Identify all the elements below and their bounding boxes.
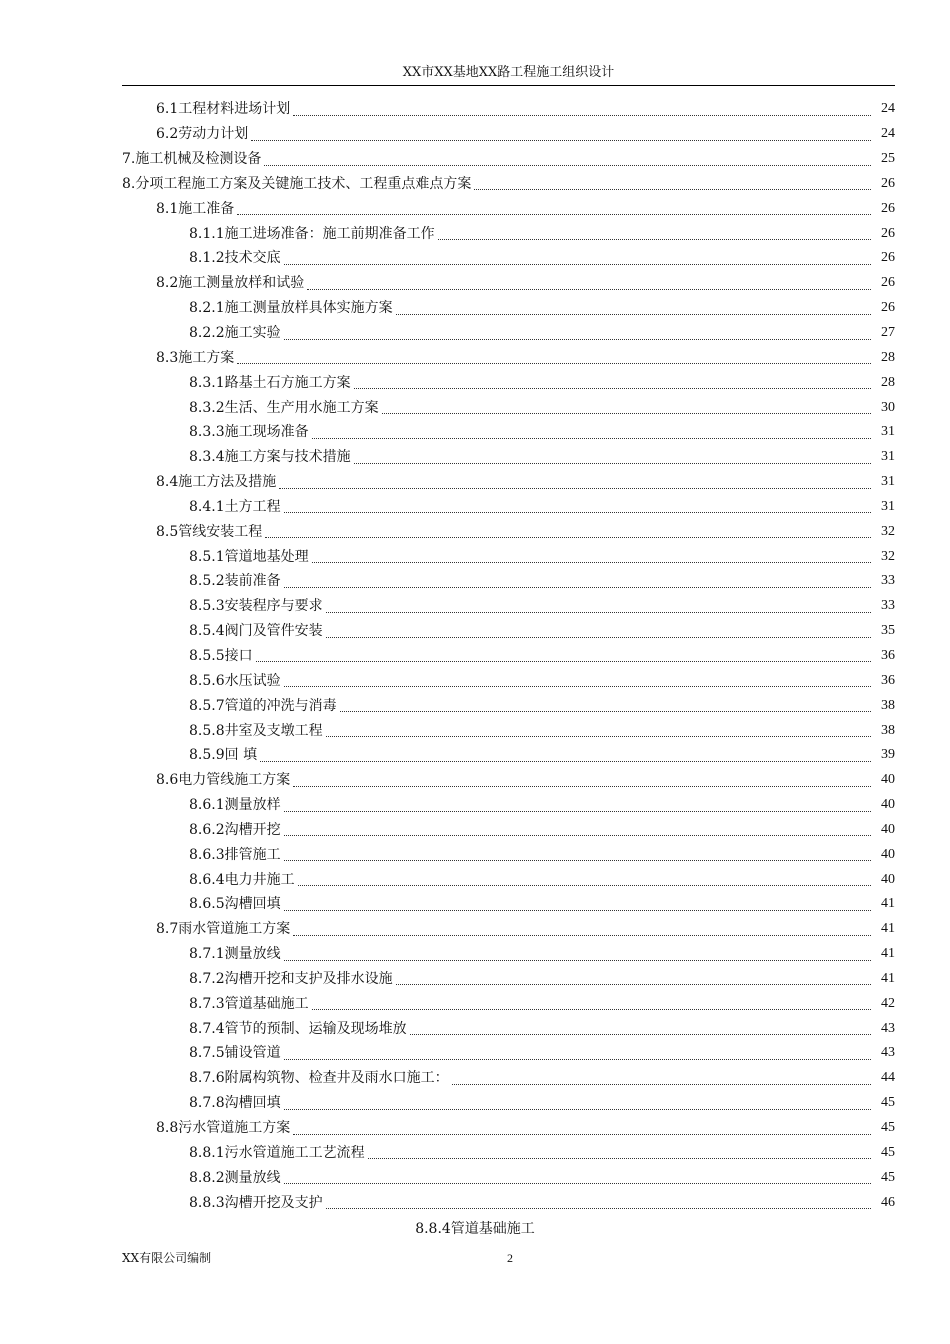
toc-entry-page: 38 (881, 722, 895, 738)
toc-entry-title: 8.6电力管线施工方案 (156, 772, 291, 789)
toc-entry-page: 26 (881, 300, 895, 316)
toc-entry-title: 8.6.1测量放样 (189, 797, 281, 814)
toc-dot-leader (326, 1196, 871, 1209)
toc-entry[interactable] (0, 942, 950, 967)
toc-dot-leader (438, 227, 871, 240)
toc-entry[interactable] (0, 594, 950, 619)
toc-entry-title: 8.3.1路基土石方施工方案 (189, 374, 351, 391)
toc-entry-page: 43 (881, 1020, 895, 1036)
header-rule (122, 85, 895, 86)
toc-entry-title: 8.5.8井室及支墩工程 (189, 722, 323, 739)
toc-trailing-entry: 8.8.4管道基础施工 (415, 1221, 535, 1237)
toc-entry-page: 40 (881, 821, 895, 837)
toc-entry-page: 41 (881, 896, 895, 912)
toc-dot-leader (284, 575, 871, 588)
table-of-contents (0, 97, 950, 1215)
toc-dot-leader (410, 1022, 871, 1035)
toc-entry[interactable] (0, 693, 950, 718)
toc-entry-page: 36 (881, 672, 895, 688)
toc-entry-page: 43 (881, 1045, 895, 1061)
toc-entry[interactable] (0, 345, 950, 370)
toc-entry[interactable] (0, 296, 950, 321)
toc-dot-leader (284, 823, 871, 836)
toc-entry-page: 32 (881, 548, 895, 564)
toc-entry[interactable] (0, 842, 950, 867)
toc-entry-title: 8.5.5接口 (189, 647, 253, 664)
toc-entry-title: 8.1.1施工进场准备：施工前期准备工作 (189, 225, 435, 242)
toc-entry[interactable] (0, 1190, 950, 1215)
toc-entry-page: 45 (881, 1144, 895, 1160)
toc-entry-page: 41 (881, 921, 895, 937)
toc-entry[interactable] (0, 97, 950, 122)
toc-entry-title: 8.8.1污水管道施工工艺流程 (189, 1144, 365, 1161)
toc-dot-leader (284, 1097, 871, 1110)
toc-entry-title: 8.1.2技术交底 (189, 250, 281, 267)
toc-dot-leader (251, 128, 871, 141)
toc-entry[interactable] (0, 793, 950, 818)
toc-entry-title: 8.2.1施工测量放样具体实施方案 (189, 300, 393, 317)
toc-entry-page: 40 (881, 797, 895, 813)
toc-entry-title: 8.6.5沟槽回填 (189, 896, 281, 913)
toc-entry-title: 8.3.4施工方案与技术措施 (189, 449, 351, 466)
toc-entry-page: 26 (881, 200, 895, 216)
toc-dot-leader (284, 252, 871, 265)
toc-dot-leader (284, 1171, 871, 1184)
toc-dot-leader (354, 376, 871, 389)
toc-entry-page: 40 (881, 871, 895, 887)
toc-entry-page: 33 (881, 573, 895, 589)
toc-dot-leader (284, 948, 871, 961)
toc-entry[interactable] (0, 321, 950, 346)
toc-entry[interactable] (0, 1016, 950, 1041)
toc-entry-page: 27 (881, 325, 895, 341)
toc-entry-page: 26 (881, 275, 895, 291)
toc-dot-leader (312, 997, 871, 1010)
toc-entry[interactable] (0, 395, 950, 420)
toc-entry[interactable] (0, 445, 950, 470)
toc-entry-page: 42 (881, 995, 895, 1011)
toc-dot-leader (368, 1146, 871, 1159)
toc-entry-title: 8.3.3施工现场准备 (189, 424, 309, 441)
toc-entry[interactable] (0, 1116, 950, 1141)
toc-entry[interactable] (0, 122, 950, 147)
toc-entry-page: 44 (881, 1070, 895, 1086)
toc-entry[interactable] (0, 817, 950, 842)
toc-entry-title: 8.7.6附属构筑物、检查井及雨水口施工： (189, 1070, 449, 1087)
toc-dot-leader (265, 525, 871, 538)
toc-entry[interactable] (0, 495, 950, 520)
toc-entry[interactable] (0, 1140, 950, 1165)
toc-dot-leader (264, 153, 871, 166)
toc-entry-page: 24 (881, 101, 895, 117)
toc-entry[interactable] (0, 1091, 950, 1116)
toc-entry-page: 41 (881, 946, 895, 962)
toc-entry-page: 39 (881, 747, 895, 763)
toc-entry-page: 24 (881, 126, 895, 142)
toc-entry[interactable] (0, 147, 950, 172)
toc-entry[interactable] (0, 1165, 950, 1190)
toc-entry-page: 40 (881, 772, 895, 788)
toc-entry-title: 8.1施工准备 (156, 200, 235, 217)
toc-dot-leader (326, 600, 871, 613)
toc-entry-title: 8.7.5铺设管道 (189, 1045, 281, 1062)
toc-entry-title: 8.5.6水压试验 (189, 672, 281, 689)
toc-entry-page: 31 (881, 424, 895, 440)
toc-dot-leader (284, 1047, 871, 1060)
toc-entry-page: 26 (881, 175, 895, 191)
toc-entry-title: 8.6.3排管施工 (189, 846, 281, 863)
toc-entry[interactable] (0, 271, 950, 296)
toc-entry[interactable] (0, 743, 950, 768)
footer-company: XX有限公司编制 (122, 1251, 212, 1265)
toc-entry-title: 6.1工程材料进场计划 (156, 101, 291, 118)
toc-entry[interactable] (0, 668, 950, 693)
toc-entry-title: 8.8.2测量放线 (189, 1169, 281, 1186)
toc-entry[interactable] (0, 569, 950, 594)
toc-entry-page: 25 (881, 151, 895, 167)
toc-dot-leader (312, 426, 871, 439)
toc-entry-title: 8.分项工程施工方案及关键施工技术、工程重点难点方案 (122, 175, 472, 192)
toc-dot-leader (293, 774, 871, 787)
toc-entry-page: 45 (881, 1120, 895, 1136)
toc-dot-leader (260, 749, 871, 762)
footer-page-number: 2 (507, 1251, 513, 1265)
toc-entry-title: 6.2劳动力计划 (156, 126, 249, 143)
toc-dot-leader (284, 327, 871, 340)
toc-entry-title: 8.2施工测量放样和试验 (156, 275, 305, 292)
toc-dot-leader (284, 898, 871, 911)
toc-entry-title: 8.7.3管道基础施工 (189, 995, 309, 1012)
toc-entry-title: 8.7雨水管道施工方案 (156, 921, 291, 938)
toc-entry-title: 8.5.7管道的冲洗与消毒 (189, 697, 337, 714)
toc-entry[interactable] (0, 221, 950, 246)
toc-entry-title: 8.8污水管道施工方案 (156, 1120, 291, 1137)
toc-entry-page: 40 (881, 846, 895, 862)
toc-entry[interactable] (0, 619, 950, 644)
toc-dot-leader (279, 476, 871, 489)
toc-entry-title: 8.4施工方法及措施 (156, 474, 277, 491)
toc-dot-leader (284, 500, 871, 513)
toc-entry[interactable] (0, 991, 950, 1016)
toc-entry-page: 31 (881, 498, 895, 514)
toc-entry[interactable] (0, 1041, 950, 1066)
toc-entry[interactable] (0, 1066, 950, 1091)
toc-dot-leader (256, 649, 871, 662)
toc-entry[interactable] (0, 470, 950, 495)
page-header-title: XX市XX基地XX路工程施工组织设计 (402, 65, 615, 80)
toc-entry[interactable] (0, 196, 950, 221)
toc-entry-page: 26 (881, 250, 895, 266)
toc-entry[interactable] (0, 519, 950, 544)
toc-entry-page: 41 (881, 970, 895, 986)
toc-dot-leader (354, 451, 871, 464)
toc-entry[interactable] (0, 892, 950, 917)
toc-entry-page: 26 (881, 225, 895, 241)
toc-entry-page: 33 (881, 598, 895, 614)
toc-entry-page: 31 (881, 449, 895, 465)
toc-entry-title: 7.施工机械及检测设备 (122, 151, 262, 168)
toc-entry-title: 8.7.4管节的预制、运输及现场堆放 (189, 1020, 407, 1037)
toc-entry-page: 30 (881, 399, 895, 415)
toc-dot-leader (326, 724, 871, 737)
toc-entry[interactable] (0, 420, 950, 445)
toc-entry-title: 8.5.4阀门及管件安装 (189, 623, 323, 640)
toc-entry-page: 38 (881, 697, 895, 713)
toc-entry-title: 8.5.2装前准备 (189, 573, 281, 590)
toc-dot-leader (237, 351, 871, 364)
toc-entry-title: 8.7.8沟槽回填 (189, 1095, 281, 1112)
toc-dot-leader (307, 277, 871, 290)
toc-dot-leader (474, 177, 871, 190)
toc-entry-title: 8.6.2沟槽开挖 (189, 821, 281, 838)
toc-entry[interactable] (0, 768, 950, 793)
toc-dot-leader (396, 302, 871, 315)
toc-entry-page: 46 (881, 1194, 895, 1210)
toc-entry-page: 32 (881, 523, 895, 539)
toc-dot-leader (293, 1122, 871, 1135)
toc-entry[interactable] (0, 246, 950, 271)
toc-entry[interactable] (0, 370, 950, 395)
toc-dot-leader (326, 625, 871, 638)
toc-entry[interactable] (0, 644, 950, 669)
toc-entry-title: 8.4.1土方工程 (189, 498, 281, 515)
toc-entry-title: 8.2.2施工实验 (189, 325, 281, 342)
toc-entry[interactable] (0, 867, 950, 892)
toc-entry[interactable] (0, 172, 950, 197)
toc-entry[interactable] (0, 718, 950, 743)
toc-entry-page: 45 (881, 1169, 895, 1185)
toc-entry-title: 8.7.2沟槽开挖和支护及排水设施 (189, 970, 393, 987)
toc-dot-leader (237, 202, 871, 215)
toc-entry[interactable] (0, 917, 950, 942)
toc-entry-title: 8.3施工方案 (156, 349, 235, 366)
toc-dot-leader (293, 103, 871, 116)
toc-entry-page: 36 (881, 647, 895, 663)
toc-dot-leader (312, 550, 871, 563)
toc-entry-page: 45 (881, 1095, 895, 1111)
toc-dot-leader (284, 848, 871, 861)
toc-dot-leader (284, 674, 871, 687)
toc-entry-page: 31 (881, 474, 895, 490)
toc-entry-page: 28 (881, 349, 895, 365)
toc-entry-title: 8.3.2生活、生产用水施工方案 (189, 399, 379, 416)
toc-entry[interactable] (0, 967, 950, 992)
toc-dot-leader (452, 1072, 871, 1085)
toc-entry-title: 8.6.4电力井施工 (189, 871, 295, 888)
toc-dot-leader (284, 799, 871, 812)
toc-entry[interactable] (0, 544, 950, 569)
toc-entry-page: 28 (881, 374, 895, 390)
toc-dot-leader (298, 873, 871, 886)
toc-dot-leader (340, 699, 871, 712)
toc-dot-leader (396, 972, 871, 985)
toc-entry-title: 8.7.1测量放线 (189, 946, 281, 963)
toc-entry-title: 8.5.1管道地基处理 (189, 548, 309, 565)
toc-entry-title: 8.8.3沟槽开挖及支护 (189, 1194, 323, 1211)
toc-dot-leader (382, 401, 871, 414)
toc-entry-title: 8.5.3安装程序与要求 (189, 598, 323, 615)
toc-entry-title: 8.5.9回 填 (189, 747, 258, 764)
toc-dot-leader (293, 923, 871, 936)
toc-entry-page: 35 (881, 623, 895, 639)
toc-entry-title: 8.5管线安装工程 (156, 523, 263, 540)
